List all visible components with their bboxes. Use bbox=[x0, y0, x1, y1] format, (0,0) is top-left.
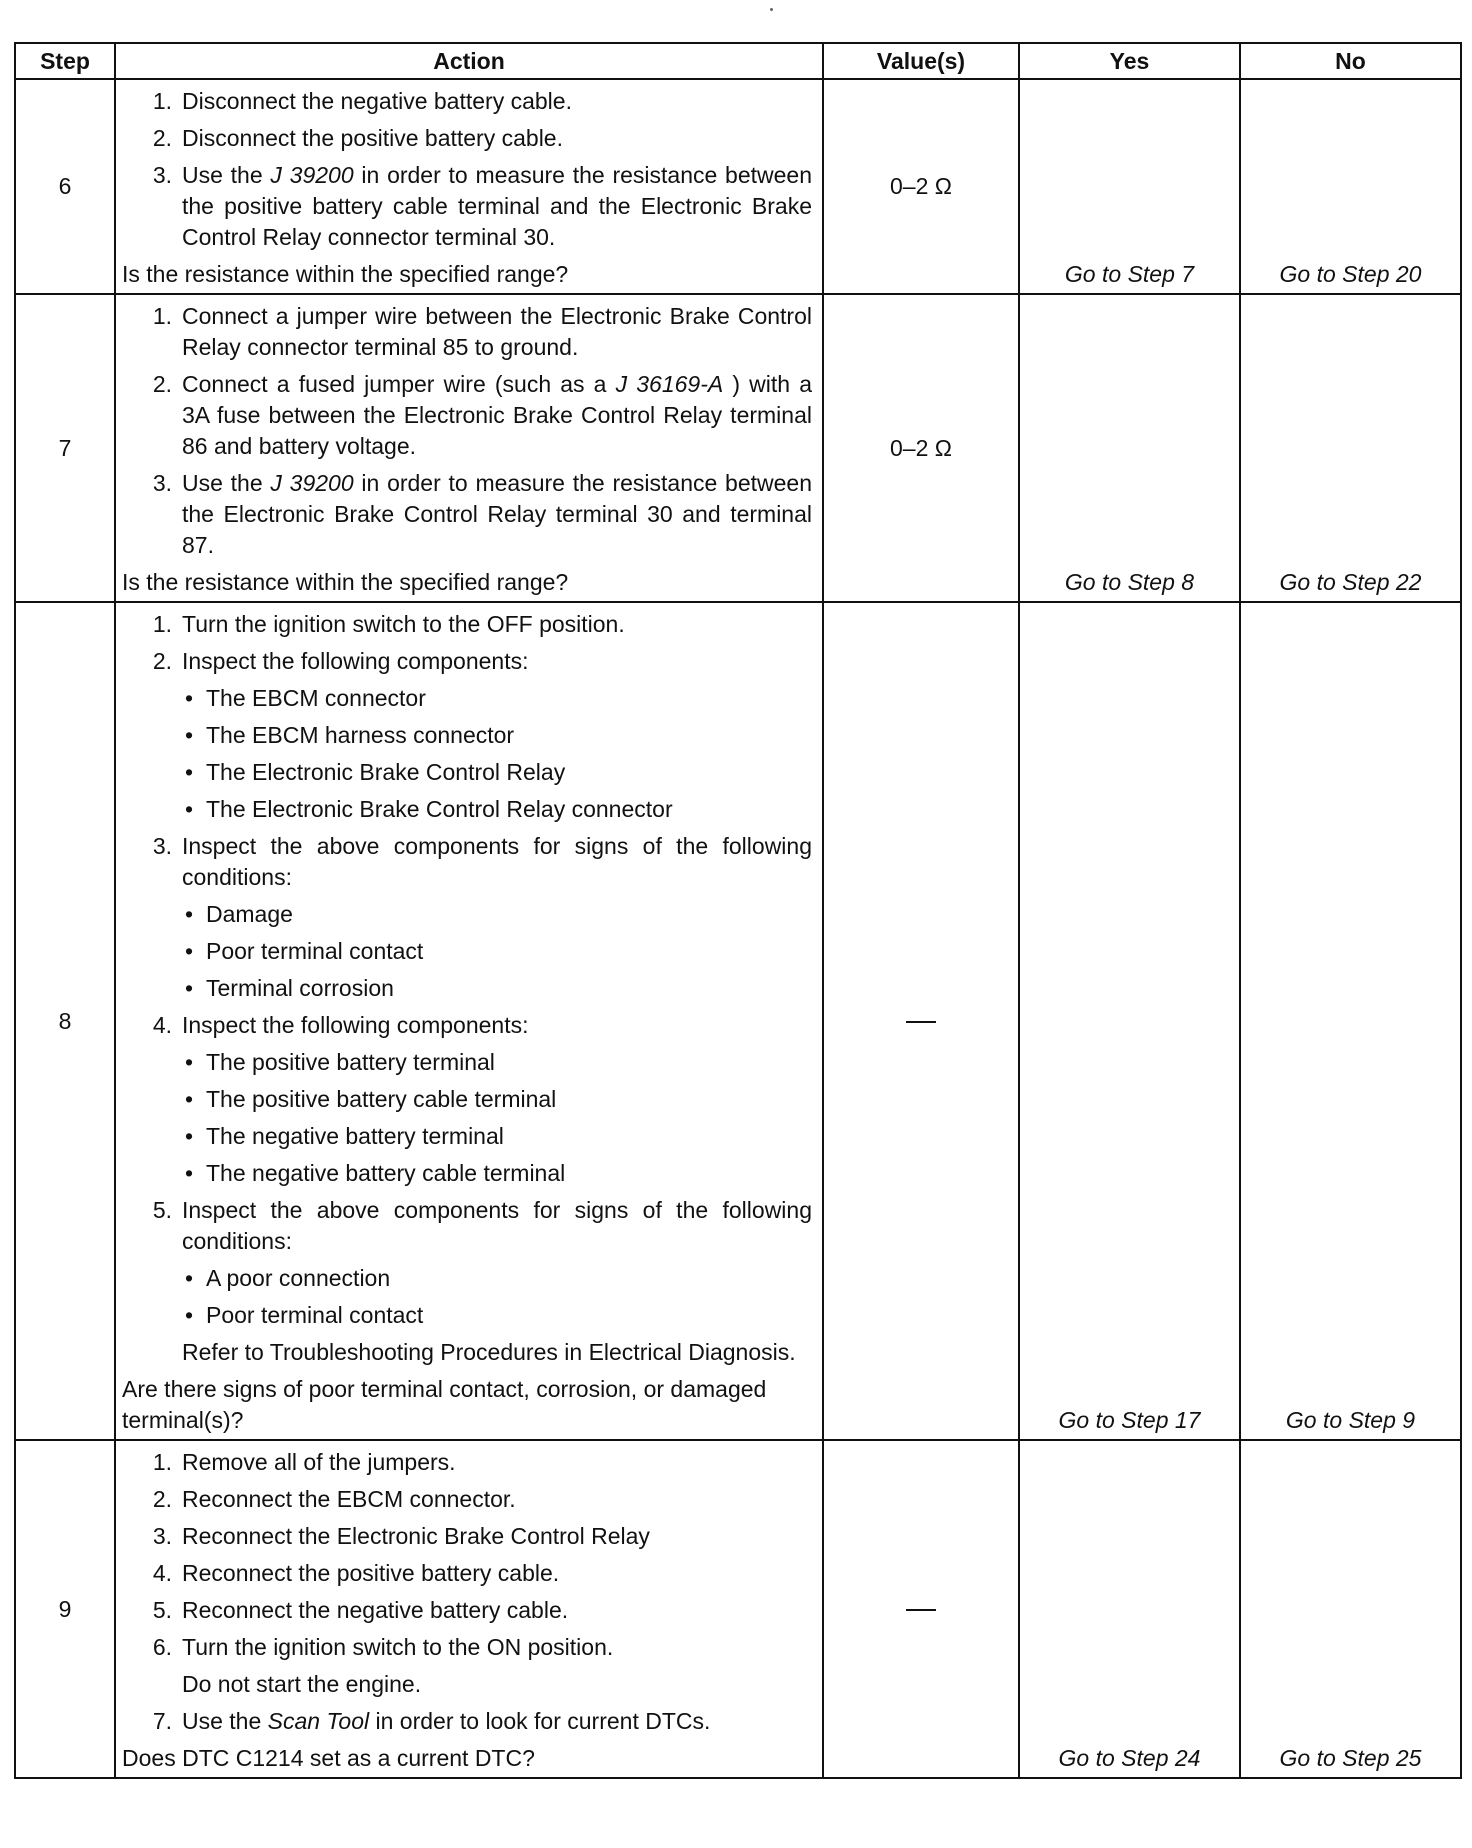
header-row bbox=[15, 43, 1461, 79]
item-number: 1. bbox=[152, 1449, 172, 1475]
step-number: 8 bbox=[15, 602, 115, 1440]
bullet-item bbox=[172, 683, 812, 714]
bullet-dot: • bbox=[184, 685, 194, 711]
item-number: 7. bbox=[152, 1708, 172, 1734]
item-text-after: in order to measure the resistance between the positive battery cable terminal and the Electronic Brake Control Relay connector terminal 30. bbox=[182, 162, 813, 250]
item-text-before: Use the bbox=[182, 1708, 268, 1734]
item-text: Remove all of the jumpers. bbox=[182, 1449, 456, 1475]
action-cell bbox=[115, 294, 823, 602]
value-cell bbox=[823, 1440, 1019, 1778]
action-item bbox=[122, 123, 812, 154]
bullet-item bbox=[172, 1300, 812, 1331]
bullet-text: Poor terminal contact bbox=[206, 1302, 424, 1328]
item-number: 5. bbox=[152, 1597, 172, 1623]
bullet-item bbox=[172, 936, 812, 967]
table-row bbox=[15, 79, 1461, 294]
item-number: 5. bbox=[152, 1197, 172, 1223]
item-number: 1. bbox=[152, 303, 172, 329]
action-item bbox=[122, 646, 812, 677]
tool-name: J 39200 bbox=[270, 470, 354, 496]
item-number: 3. bbox=[152, 833, 172, 859]
action-item bbox=[122, 609, 812, 640]
bullet-text: A poor connection bbox=[206, 1265, 391, 1291]
bullet-item bbox=[172, 1047, 812, 1078]
action-item bbox=[122, 468, 812, 561]
bullet-item bbox=[172, 1263, 812, 1294]
yes-result: Go to Step 7 bbox=[1019, 79, 1240, 294]
table-row bbox=[15, 294, 1461, 602]
diagnostic-table bbox=[14, 42, 1462, 1779]
bullet-dot: • bbox=[184, 975, 194, 1001]
step-question: Is the resistance within the specified range? bbox=[122, 261, 569, 287]
item-text: Disconnect the negative battery cable. bbox=[182, 88, 572, 114]
action-item bbox=[122, 301, 812, 363]
step-question: Does DTC C1214 set as a current DTC? bbox=[122, 1745, 535, 1771]
step-question: Are there signs of poor terminal contact, corrosion, or damaged terminal(s)? bbox=[122, 1376, 767, 1433]
item-text-after: in order to measure the resistance between the Electronic Brake Control Relay terminal 30 and terminal 87. bbox=[182, 470, 813, 558]
item-text-before: Use the bbox=[182, 470, 271, 496]
bullet-dot: • bbox=[184, 1086, 194, 1112]
action-item bbox=[122, 1706, 812, 1737]
header-no: No bbox=[1240, 43, 1461, 79]
step-number: 6 bbox=[15, 79, 115, 294]
item-number: 2. bbox=[152, 371, 172, 397]
item-text: Inspect the above components for signs of the following conditions: bbox=[182, 833, 812, 890]
item-text: Disconnect the positive battery cable. bbox=[182, 125, 563, 151]
value-dash bbox=[906, 1021, 936, 1023]
no-result: Go to Step 25 bbox=[1240, 1440, 1461, 1778]
bullet-dot: • bbox=[184, 1302, 194, 1328]
no-result: Go to Step 9 bbox=[1240, 602, 1461, 1440]
bullet-text: The positive battery cable terminal bbox=[206, 1086, 557, 1112]
action-list bbox=[122, 301, 812, 561]
bullet-text: Damage bbox=[206, 901, 293, 927]
action-item bbox=[122, 1447, 812, 1478]
item-text: Inspect the following components: bbox=[182, 648, 529, 674]
bullet-dot: • bbox=[184, 796, 194, 822]
item-text: Turn the ignition switch to the ON position. bbox=[182, 1634, 614, 1660]
action-item bbox=[122, 1632, 812, 1663]
value-dash bbox=[906, 1609, 936, 1611]
bullet-text: The positive battery terminal bbox=[206, 1049, 495, 1075]
bullet-text: The EBCM connector bbox=[206, 685, 426, 711]
yes-result: Go to Step 8 bbox=[1019, 294, 1240, 602]
item-text-before: Connect a fused jumper wire (such as a bbox=[182, 371, 616, 397]
bullet-item bbox=[172, 757, 812, 788]
tool-name: J 36169-A bbox=[615, 371, 724, 397]
action-item bbox=[122, 1595, 812, 1626]
bullet-item bbox=[172, 720, 812, 751]
table-body bbox=[15, 79, 1461, 1778]
bullet-item bbox=[172, 973, 812, 1004]
action-list bbox=[122, 86, 812, 253]
bullet-dot: • bbox=[184, 938, 194, 964]
header-action: Action bbox=[115, 43, 823, 79]
item-number: 3. bbox=[152, 162, 172, 188]
bullet-item bbox=[172, 1121, 812, 1152]
item-number: 4. bbox=[152, 1560, 172, 1586]
item-text: Inspect the following components: bbox=[182, 1012, 529, 1038]
bullet-text: Poor terminal contact bbox=[206, 938, 424, 964]
item-text: Reconnect the EBCM connector. bbox=[182, 1486, 516, 1512]
bullet-text: The Electronic Brake Control Relay connector bbox=[206, 796, 673, 822]
tool-name: J 39200 bbox=[270, 162, 354, 188]
action-cell bbox=[115, 602, 823, 1440]
header-yes: Yes bbox=[1019, 43, 1240, 79]
action-cell bbox=[115, 79, 823, 294]
action-item bbox=[122, 1558, 812, 1589]
item-text bbox=[182, 1706, 812, 1737]
item-number: 2. bbox=[152, 648, 172, 674]
item-number: 3. bbox=[152, 470, 172, 496]
item-text: Reconnect the Electronic Brake Control Relay bbox=[182, 1523, 650, 1549]
bullet-item bbox=[172, 1158, 812, 1189]
value-cell: 0–2 Ω bbox=[823, 294, 1019, 602]
step-question: Is the resistance within the specified range? bbox=[122, 569, 569, 595]
table-row bbox=[15, 1440, 1461, 1778]
value-cell: 0–2 Ω bbox=[823, 79, 1019, 294]
step-number: 9 bbox=[15, 1440, 115, 1778]
value-cell bbox=[823, 602, 1019, 1440]
bullet-dot: • bbox=[184, 901, 194, 927]
no-result: Go to Step 22 bbox=[1240, 294, 1461, 602]
action-item bbox=[122, 1521, 812, 1552]
action-list bbox=[122, 609, 812, 1368]
bullet-dot: • bbox=[184, 759, 194, 785]
action-item bbox=[122, 1010, 812, 1041]
bullet-item bbox=[172, 1084, 812, 1115]
bullet-text: The negative battery cable terminal bbox=[206, 1160, 566, 1186]
bullet-text: The negative battery terminal bbox=[206, 1123, 504, 1149]
bullet-dot: • bbox=[184, 1160, 194, 1186]
bullet-text: The Electronic Brake Control Relay bbox=[206, 759, 566, 785]
item-number: 3. bbox=[152, 1523, 172, 1549]
bullet-dot: • bbox=[184, 722, 194, 748]
bullet-dot: • bbox=[184, 1049, 194, 1075]
action-item bbox=[122, 86, 812, 117]
tool-name: Scan Tool bbox=[267, 1708, 370, 1734]
scan-speck bbox=[770, 8, 773, 11]
bullet-item bbox=[172, 794, 812, 825]
item-number: 1. bbox=[152, 88, 172, 114]
item-text: Reconnect the negative battery cable. bbox=[182, 1597, 569, 1623]
item-note: Refer to Troubleshooting Procedures in Electrical Diagnosis. bbox=[182, 1339, 796, 1365]
item-text: Turn the ignition switch to the OFF position. bbox=[182, 611, 625, 637]
header-step: Step bbox=[15, 43, 115, 79]
item-text: Connect a jumper wire between the Electronic Brake Control Relay connector terminal 85 to ground. bbox=[182, 303, 812, 360]
step-number: 7 bbox=[15, 294, 115, 602]
item-note: Do not start the engine. bbox=[182, 1671, 422, 1697]
no-result: Go to Step 20 bbox=[1240, 79, 1461, 294]
item-number: 6. bbox=[152, 1634, 172, 1660]
action-item bbox=[122, 831, 812, 893]
table-row bbox=[15, 602, 1461, 1440]
action-item bbox=[122, 1195, 812, 1257]
item-text-after: ) with a 3A fuse between the Electronic Brake Control Relay terminal 86 and battery voltage. bbox=[182, 371, 812, 459]
item-text bbox=[182, 160, 812, 253]
action-list bbox=[122, 1447, 812, 1737]
item-text bbox=[182, 369, 812, 462]
action-cell bbox=[115, 1440, 823, 1778]
bullet-item bbox=[172, 899, 812, 930]
bullet-dot: • bbox=[184, 1265, 194, 1291]
bullet-text: Terminal corrosion bbox=[206, 975, 394, 1001]
item-number: 1. bbox=[152, 611, 172, 637]
item-text-after: in order to look for current DTCs. bbox=[369, 1708, 711, 1734]
item-text: Inspect the above components for signs of the following conditions: bbox=[182, 1197, 812, 1254]
item-number: 2. bbox=[152, 125, 172, 151]
action-item bbox=[122, 1484, 812, 1515]
yes-result: Go to Step 17 bbox=[1019, 602, 1240, 1440]
item-number: 4. bbox=[152, 1012, 172, 1038]
bullet-text: The EBCM harness connector bbox=[206, 722, 515, 748]
yes-result: Go to Step 24 bbox=[1019, 1440, 1240, 1778]
item-number: 2. bbox=[152, 1486, 172, 1512]
action-item bbox=[122, 160, 812, 253]
bullet-dot: • bbox=[184, 1123, 194, 1149]
item-text bbox=[182, 468, 812, 561]
header-values: Value(s) bbox=[823, 43, 1019, 79]
action-item bbox=[122, 369, 812, 462]
item-text: Reconnect the positive battery cable. bbox=[182, 1560, 560, 1586]
item-text-before: Use the bbox=[182, 162, 271, 188]
